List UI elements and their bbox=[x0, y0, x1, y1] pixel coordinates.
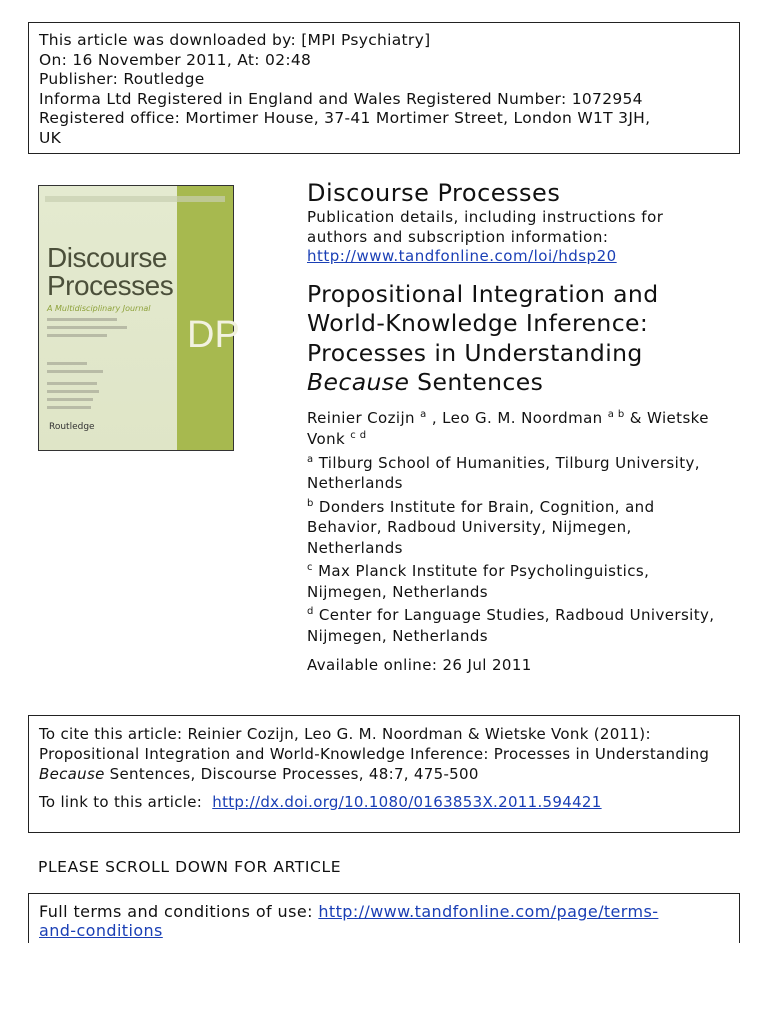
publication-details: Publication details, including instructions for authors and subscription information: http://www.tandfonline.com/loi/hdsp20 bbox=[307, 208, 664, 265]
citation-line: To cite this article: Reinier Cozijn, Leo G. M. Noordman & Wietske Vonk (2011): bbox=[39, 725, 651, 743]
download-line: UK bbox=[39, 128, 62, 147]
cover-publisher-logo: Routledge bbox=[49, 422, 95, 432]
scroll-notice: PLEASE SCROLL DOWN FOR ARTICLE bbox=[38, 858, 342, 876]
cover-title: Discourse Processes bbox=[47, 242, 174, 301]
download-notice-box bbox=[28, 22, 740, 154]
affiliation-a: $^a$ Tilburg School of Humanities, Tilburg University, Netherlands bbox=[307, 453, 700, 492]
affiliation-c: $^c$ Max Planck Institute for Psycholinguistics, Nijmegen, Netherlands bbox=[307, 562, 650, 601]
download-line: Publisher: Routledge bbox=[39, 70, 205, 88]
terms-label: Full terms and conditions of use: bbox=[39, 902, 313, 921]
article-link-line: To link to this article: http://dx.doi.org/10.1080/0163853X.2011.594421 bbox=[39, 793, 602, 811]
cover-subtitle: A Multidisciplinary Journal bbox=[47, 304, 151, 313]
article-title: Propositional Integration and World-Knowledge Inference: Processes in Understanding Because Sentences bbox=[307, 279, 659, 396]
journal-title: Discourse Processes bbox=[307, 179, 561, 207]
download-line: Informa Ltd Registered in England and Wales Registered Number: 1072954 bbox=[39, 89, 643, 108]
affiliation-d: $^d$ Center for Language Studies, Radboud University, Nijmegen, Netherlands bbox=[307, 606, 715, 645]
citation-box bbox=[28, 715, 740, 833]
journal-url-link[interactable]: http://www.tandfonline.com/loi/hdsp20 bbox=[307, 247, 617, 265]
journal-cover-image bbox=[38, 185, 240, 451]
citation-line: Because Sentences, Discourse Processes, 48:7, 475-500 bbox=[39, 765, 479, 783]
available-online-date: Available online: 26 Jul 2011 bbox=[307, 656, 532, 674]
download-line: Registered office: Mortimer House, 37-41 Mortimer Street, London W1T 3JH, bbox=[39, 109, 651, 127]
download-line: On: 16 November 2011, At: 02:48 bbox=[39, 50, 312, 69]
citation-line: Propositional Integration and World-Knowledge Inference: Processes in Understanding bbox=[39, 745, 710, 763]
article-info bbox=[307, 178, 727, 674]
download-line: This article was downloaded by: [MPI Psychiatry] bbox=[39, 31, 431, 49]
terms-link[interactable]: http://www.tandfonline.com/page/terms- and-conditions bbox=[39, 902, 659, 940]
affiliation-b: $^b$ Donders Institute for Brain, Cognition, and Behavior, Radboud University, Nijmegen, Netherlands bbox=[307, 497, 655, 557]
doi-link[interactable]: http://dx.doi.org/10.1080/0163853X.2011.594421 bbox=[212, 793, 602, 811]
terms-box bbox=[28, 893, 740, 943]
cover-monogram: DP bbox=[187, 314, 240, 356]
authors: Reinier Cozijn $^a$ , Leo G. M. Noordman $^{a b}$ & Wietske Vonk $^{c d}$ bbox=[307, 408, 709, 448]
